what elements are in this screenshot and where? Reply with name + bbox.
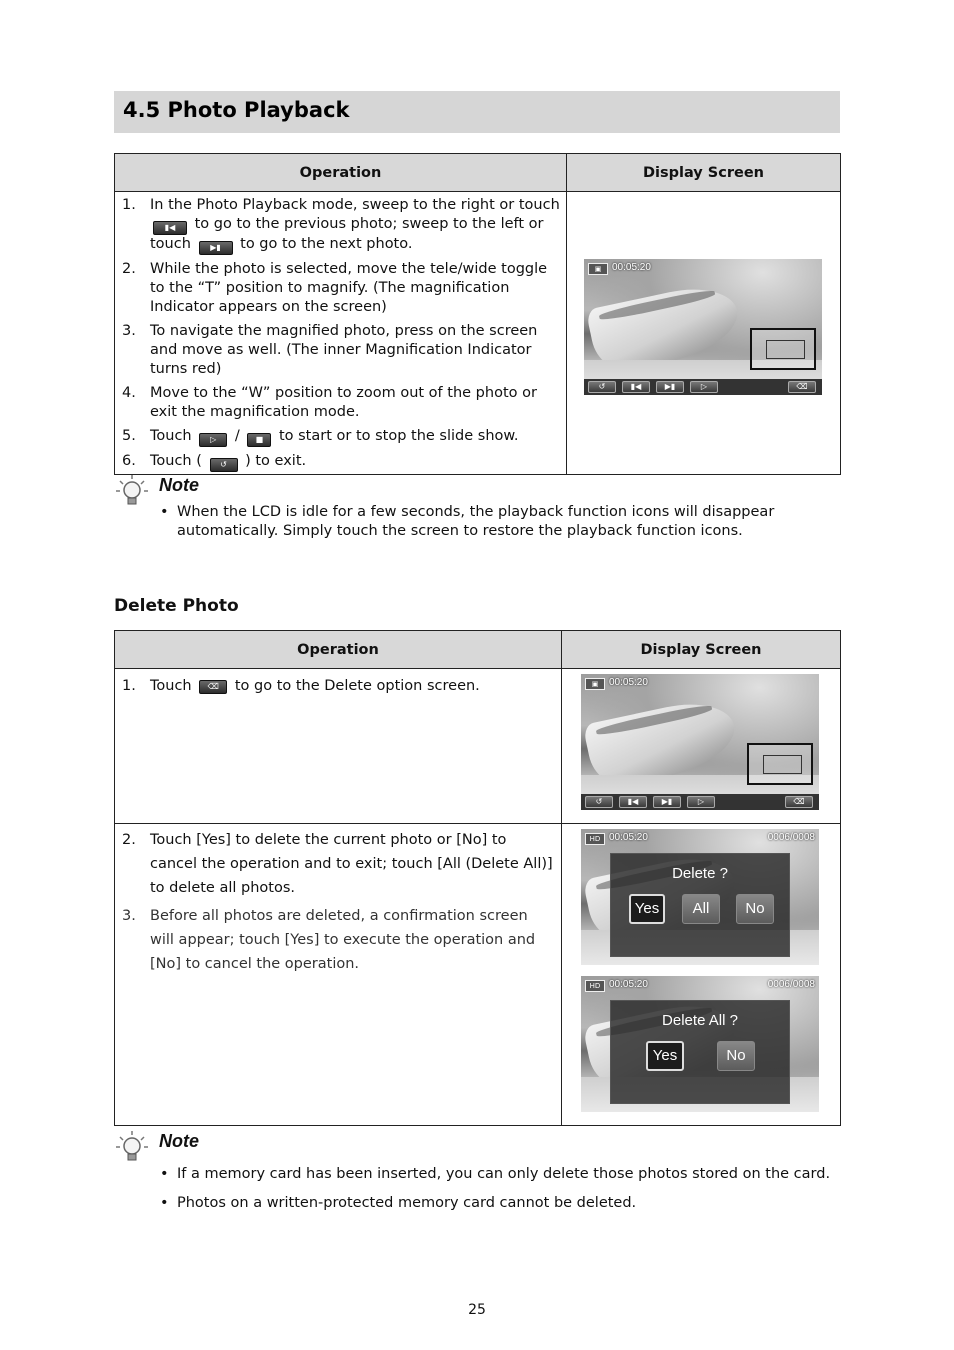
step-1: 1. In the Photo Playback mode, sweep to the right or touch ▮◀ to go to the previous photo; sweep to the left or touch ▶▮ to go to the next photo. <box>122 196 560 255</box>
no-button[interactable]: No <box>736 894 774 924</box>
control-bar <box>584 379 822 395</box>
photo-mode-icon: ▣ <box>588 263 608 275</box>
return-icon[interactable]: ↺ <box>585 796 613 808</box>
slideshow-icon[interactable]: ▷ <box>687 796 715 808</box>
photo-counter: 0006/0008 <box>767 979 815 990</box>
slideshow-icon[interactable]: ▷ <box>690 381 718 393</box>
status-bar <box>585 979 815 993</box>
note-1 <box>114 473 840 553</box>
inner-magnification-indicator <box>766 340 806 360</box>
return-icon: ↺ <box>210 458 238 472</box>
delete-photo-heading: Delete Photo <box>114 596 239 616</box>
dialog-title: Delete ? <box>672 865 728 882</box>
trash-icon[interactable]: ⌫ <box>785 796 813 808</box>
prev-photo-icon: ▮◀ <box>153 221 187 235</box>
yes-button[interactable]: Yes <box>629 894 665 924</box>
operation-header: Operation <box>115 631 562 669</box>
step-4: 4. Move to the “W” position to zoom out of the photo or exit the magnification mode. <box>122 385 537 420</box>
section-title: 4.5 Photo Playback <box>114 91 840 133</box>
no-button[interactable]: No <box>717 1041 755 1071</box>
prev-photo-icon[interactable]: ▮◀ <box>619 796 647 808</box>
control-bar <box>581 794 819 810</box>
operation-cell <box>115 669 562 824</box>
note-title: Note <box>159 1131 199 1151</box>
operation-cell <box>115 192 567 475</box>
time-display: 00:05:20 <box>609 832 648 843</box>
step-5: 5. Touch ▷ / ■ to start or to stop the slide show. <box>122 427 560 447</box>
inner-magnification-indicator <box>763 755 803 775</box>
note-list <box>160 503 840 551</box>
magnification-indicator <box>750 328 816 370</box>
next-photo-icon[interactable]: ▶▮ <box>656 381 684 393</box>
display-screen-header: Display Screen <box>567 154 841 192</box>
status-bar <box>588 262 818 276</box>
stop-icon: ■ <box>247 433 271 447</box>
photo-counter: 0006/0008 <box>767 832 815 843</box>
return-icon[interactable]: ↺ <box>588 381 616 393</box>
time-display: 00:05:20 <box>612 262 651 273</box>
note-item: • When the LCD is idle for a few seconds, the playback function icons will disappear automatically. Simply touch the screen to restore the playback function icons. <box>160 503 840 541</box>
dialog-title: Delete All ? <box>662 1012 738 1029</box>
note-list <box>160 1165 840 1223</box>
step-2: 2. While the photo is selected, move the tele/wide toggle to the “T” position to magnify. (The magnification Indicator appears on the screen) <box>122 261 548 315</box>
operation-header: Operation <box>115 154 567 192</box>
time-display: 00:05:20 <box>609 677 648 688</box>
note-2 <box>114 1129 840 1229</box>
hd-badge: HD <box>585 833 605 845</box>
lightbulb-icon <box>114 473 150 509</box>
status-bar <box>585 677 815 691</box>
yes-button[interactable]: Yes <box>646 1041 684 1071</box>
delete-all-dialog <box>610 1000 790 1104</box>
delete-steps-list <box>115 669 561 704</box>
delete-step-1: 1. Touch ⌫ to go to the Delete option screen. <box>122 678 480 694</box>
operation-cell <box>115 824 562 1126</box>
delete-step-3: 3. Before all photos are deleted, a confirmation screen will appear; touch [Yes] to execute the operation and [No] to cancel the operation. <box>122 908 536 972</box>
prev-photo-icon[interactable]: ▮◀ <box>622 381 650 393</box>
photo-mode-icon: ▣ <box>585 678 605 690</box>
playback-screen-2 <box>581 674 819 810</box>
slideshow-icon: ▷ <box>199 433 227 447</box>
steps-list <box>115 192 566 474</box>
delete-screen <box>581 829 819 965</box>
step-6: 6. Touch ( ↺ ) to exit. <box>122 452 560 472</box>
delete-step-2: 2. Touch [Yes] to delete the current photo or [No] to cancel the operation and to exit; touch [All (Delete All)] to delete all photos. <box>122 832 553 896</box>
display-screen-header: Display Screen <box>562 631 841 669</box>
hd-badge: HD <box>585 980 605 992</box>
next-photo-icon[interactable]: ▶▮ <box>653 796 681 808</box>
delete-dialog <box>610 853 790 957</box>
note-title: Note <box>159 475 199 495</box>
all-button[interactable]: All <box>682 894 720 924</box>
note-item: • Photos on a written-protected memory card cannot be deleted. <box>160 1194 840 1213</box>
status-bar <box>585 832 815 846</box>
playback-screen-1 <box>584 259 822 395</box>
lightbulb-icon <box>114 1129 150 1165</box>
magnification-indicator <box>747 743 813 785</box>
delete-steps-list-2 <box>115 824 561 982</box>
trash-icon: ⌫ <box>199 680 227 694</box>
delete-all-screen <box>581 976 819 1112</box>
page-number: 25 <box>468 1302 486 1318</box>
trash-icon[interactable]: ⌫ <box>788 381 816 393</box>
step-3: 3. To navigate the magnified photo, press on the screen and move as well. (The inner Magnification Indicator turns red) <box>122 323 538 377</box>
note-item: • If a memory card has been inserted, you can only delete those photos stored on the card. <box>160 1165 840 1184</box>
next-photo-icon: ▶▮ <box>199 241 233 255</box>
time-display: 00:05:20 <box>609 979 648 990</box>
